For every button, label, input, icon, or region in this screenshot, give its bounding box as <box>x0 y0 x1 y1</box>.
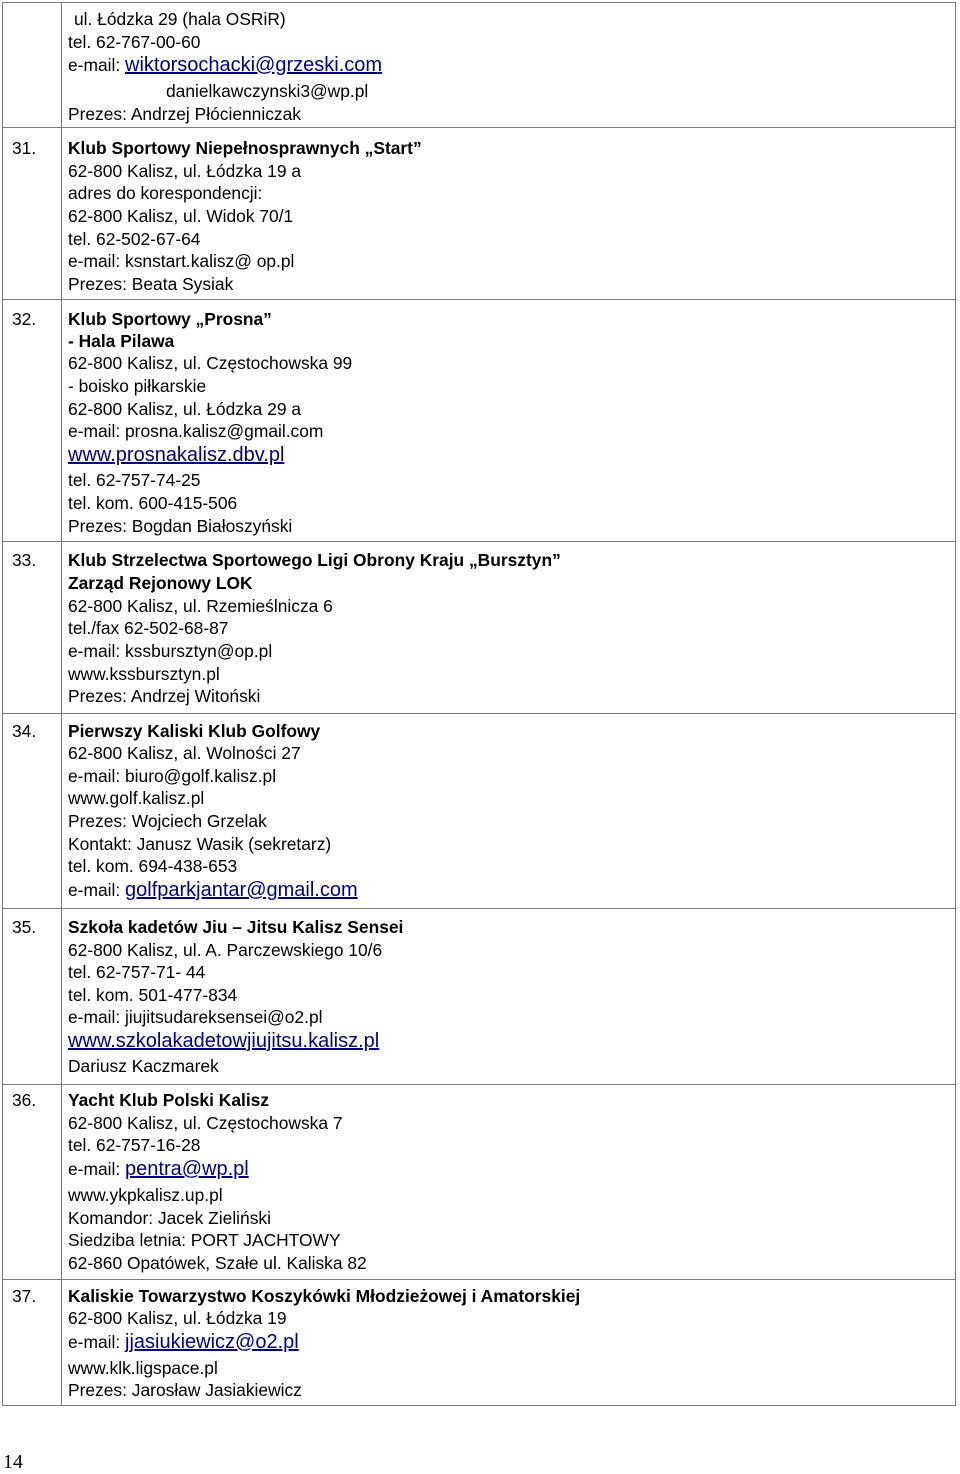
entry-line: 62-800 Kalisz, ul. Łódzka 19 a <box>68 161 301 181</box>
entry-line: adres do korespondencji: <box>68 183 263 203</box>
entry-number: 31. <box>12 138 37 158</box>
prev-email-label: e-mail: <box>68 55 126 75</box>
entry-line: Prezes: Andrzej Witoński <box>68 686 261 706</box>
entry-line: - boisko piłkarskie <box>68 376 207 396</box>
entry-line: Komandor: Jacek Zieliński <box>68 1208 271 1228</box>
entry-line: tel. 62-502-67-64 <box>68 229 201 249</box>
email-label: e-mail: <box>68 880 126 900</box>
entry-line: e-mail: prosna.kalisz@gmail.com <box>68 421 324 441</box>
entry-line: 62-800 Kalisz, ul. Widok 70/1 <box>68 206 294 226</box>
row-separator <box>2 1279 956 1280</box>
row-separator <box>2 1084 956 1085</box>
entry-line: e-mail: kssbursztyn@op.pl <box>68 641 273 661</box>
entry-line: Prezes: Beata Sysiak <box>68 274 234 294</box>
row-separator <box>2 908 956 909</box>
row-separator <box>2 541 956 542</box>
club-name: Klub Sportowy Niepełnosprawnych „Start” <box>68 138 422 158</box>
entry-line: 62-860 Opatówek, Szałe ul. Kaliska 82 <box>68 1253 367 1273</box>
entry-line: Prezes: Jarosław Jasiakiewicz <box>68 1380 302 1400</box>
entry-line: 62-800 Kalisz, ul. Łódzka 29 a <box>68 399 301 419</box>
entry-line: tel. 62-757-71- 44 <box>68 962 206 982</box>
club-name: Yacht Klub Polski Kalisz <box>68 1090 270 1110</box>
page-number: 14 <box>3 1451 23 1473</box>
website-link[interactable]: www.prosnakalisz.dbv.pl <box>68 444 285 466</box>
row-separator <box>2 127 956 128</box>
entry-line: www.ykpkalisz.up.pl <box>68 1185 223 1205</box>
entry-line: www.klk.ligspace.pl <box>68 1358 218 1378</box>
row-separator <box>2 713 956 714</box>
entry-number: 33. <box>12 550 37 570</box>
prev-address: ul. Łódzka 29 (hala OSRiR) <box>74 9 286 29</box>
website-link[interactable]: www.szkolakadetowjiujitsu.kalisz.pl <box>68 1030 380 1052</box>
prev-prezes: Prezes: Andrzej Płócienniczak <box>68 104 301 124</box>
entry-line: Siedziba letnia: PORT JACHTOWY <box>68 1230 341 1250</box>
column-divider <box>61 2 62 1406</box>
email-label: e-mail: <box>68 1159 126 1179</box>
entry-line: tel. kom. 600-415-506 <box>68 493 238 513</box>
entry-line: e-mail: jiujitsudareksensei@o2.pl <box>68 1007 323 1027</box>
entry-line: 62-800 Kalisz, ul. Częstochowska 99 <box>68 353 353 373</box>
email-link[interactable]: pentra@wp.pl <box>125 1158 249 1180</box>
club-name: Klub Strzelectwa Sportowego Ligi Obrony Kraju „Bursztyn” <box>68 550 561 570</box>
email-row <box>68 1159 249 1179</box>
entry-line: e-mail: biuro@golf.kalisz.pl <box>68 766 277 786</box>
entry-number: 37. <box>12 1286 37 1306</box>
entry-line: Prezes: Bogdan Białoszyński <box>68 516 293 536</box>
prev-email-link[interactable]: wiktorsochacki@grzeski.com <box>125 54 383 76</box>
entry-line: Dariusz Kaczmarek <box>68 1056 219 1076</box>
club-name: Pierwszy Kaliski Klub Golfowy <box>68 721 321 741</box>
email-label: e-mail: <box>68 1332 126 1352</box>
email-link[interactable]: golfparkjantar@gmail.com <box>125 879 358 901</box>
entry-line: tel./fax 62-502-68-87 <box>68 618 229 638</box>
club-name: Klub Sportowy „Prosna” <box>68 309 272 329</box>
entry-line: 62-800 Kalisz, ul. Częstochowska 7 <box>68 1113 343 1133</box>
email-link[interactable]: jjasiukiewicz@o2.pl <box>125 1331 299 1353</box>
entry-line: 62-800 Kalisz, ul. A. Parczewskiego 10/6 <box>68 940 383 960</box>
entry-number: 32. <box>12 309 37 329</box>
entry-line: tel. 62-757-16-28 <box>68 1135 201 1155</box>
prev-email-row <box>68 55 382 75</box>
entry-number: 35. <box>12 917 37 937</box>
entry-number: 36. <box>12 1090 37 1110</box>
club-subtitle: - Hala Pilawa <box>68 331 175 351</box>
entry-line: 62-800 Kalisz, al. Wolności 27 <box>68 743 301 763</box>
club-subtitle: Zarząd Rejonowy LOK <box>68 573 253 593</box>
entry-line: tel. kom. 501-477-834 <box>68 985 238 1005</box>
prev-tel: tel. 62-767-00-60 <box>68 32 201 52</box>
entry-line: e-mail: ksnstart.kalisz@ op.pl <box>68 251 295 271</box>
entry-line: www.kssbursztyn.pl <box>68 664 220 684</box>
entry-line: 62-800 Kalisz, ul. Rzemieślnicza 6 <box>68 596 333 616</box>
club-name: Szkoła kadetów Jiu – Jitsu Kalisz Sensei <box>68 917 404 937</box>
entry-line: www.golf.kalisz.pl <box>68 788 205 808</box>
entry-line: tel. kom. 694-438-653 <box>68 856 238 876</box>
email-row <box>68 1332 299 1352</box>
entry-line: 62-800 Kalisz, ul. Łódzka 19 <box>68 1308 287 1328</box>
club-name: Kaliskie Towarzystwo Koszykówki Młodzieżowej i Amatorskiej <box>68 1286 581 1306</box>
prev-email-2: danielkawczynski3@wp.pl <box>166 81 369 101</box>
entry-line: tel. 62-757-74-25 <box>68 470 201 490</box>
entry-line: Prezes: Wojciech Grzelak <box>68 811 267 831</box>
entry-number: 34. <box>12 721 37 741</box>
email-row <box>68 880 358 900</box>
entry-line: Kontakt: Janusz Wasik (sekretarz) <box>68 834 332 854</box>
row-separator <box>2 299 956 300</box>
